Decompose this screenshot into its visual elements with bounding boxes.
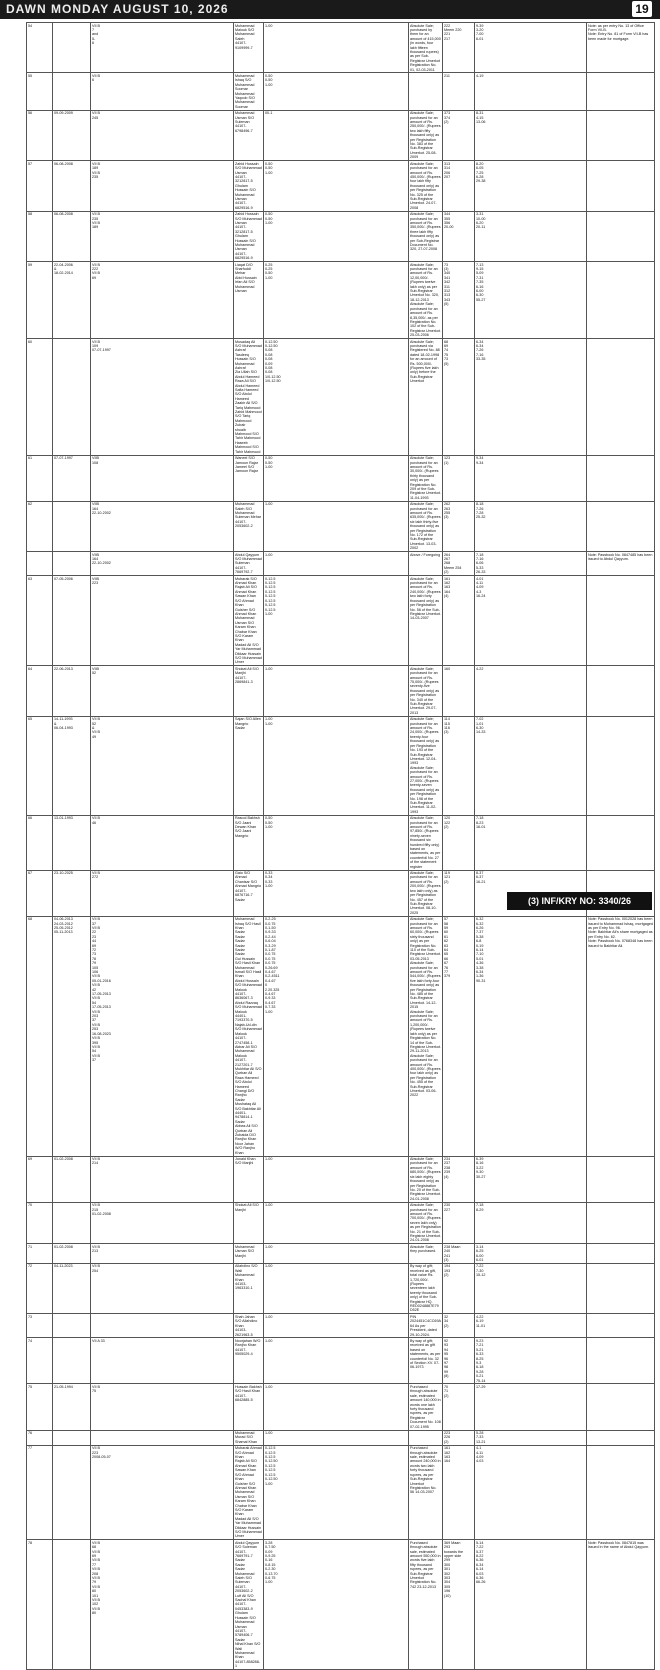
survey-numbers-cell: 313 314 206 207 — [443, 161, 475, 211]
table-row — [27, 1540, 655, 1670]
remarks-cell — [587, 1156, 655, 1202]
remarks-cell — [587, 161, 655, 211]
entry-number-cell: 55 — [27, 73, 53, 110]
land-record-notice — [26, 22, 654, 1669]
area-values-cell: 4-19 — [475, 73, 587, 110]
transfer-details-cell: Absolute Sale; purchased for an amount of Rs. 75,000/- (Rupees seventy-five thousand only) as per Registration No. 340 of the Sub-Registrar Umerkot. 29-07-2013 — [409, 666, 443, 716]
transfer-details-cell: By way of gift; received as gift, total value Rs. 1,720,000/- (Rupees seventeen lakh twenty thousand only) of the Sub-Registrar HQ. RED0248887E79D52E — [409, 1263, 443, 1313]
transfer-details-cell: Absolute Sale; purchased for an amount of Rs. 240,000/- (Rupees two lakh forty thousand only) as per Registration No. 56 of the Sub-Registrar Umerkot. 14-03-2007 — [409, 576, 443, 666]
transfer-details-cell: Absolute Sale; purchased for an amount of Rs. 450,000/- (Rupees four lakh fifty thousand only) as per Registration No. 325 of the Sub-Registrar Umerkot. 24-07-2008 — [410, 161, 441, 210]
entry-number-cell: 54 — [27, 23, 53, 73]
owner-names-cell: Zahid Hussain S/O Muhammad Usman 44107-3212817-5 Ghulam Hussain S/O Muhammad Usman 44107-6829516-9 — [235, 161, 262, 210]
table-body — [27, 23, 655, 1670]
entry-number-cell — [27, 552, 53, 576]
owner-names-cell: Abdul Qayyum S/O Suleman 44107-7669791-7 Sadar Sadar Sadar Muhammad Saleh S/O Suleman 44107-2053602-2 Lutf Ali S/O Sachal Khan 44107-0453383-9 Ghulam Hussain S/O Muhammad Usman 44107-5789406-7 Sadar Nihal Khan S/O Wali Muhammad Khan 44107-858288-1 — [234, 1540, 264, 1670]
share-value-cell: 1-00 — [264, 666, 409, 716]
entry-date-cell — [53, 1445, 91, 1540]
entry-date-cell — [53, 1540, 91, 1670]
area-values-cell: 17-29 — [475, 1384, 587, 1430]
entry-date-cell: 09-09-2009 — [53, 110, 91, 160]
area-values-cell: 9-23 7-21 5-21 6-33 8-25 9-3 6-18 9-28 0-21 75-14 — [475, 1338, 587, 1384]
khewat-number-cell — [91, 1430, 234, 1445]
entry-date-cell — [53, 1338, 91, 1384]
survey-numbers-cell: 262 263 255 (3) — [443, 501, 475, 551]
reference-number: (3) INF/KRY NO: 3340/26 — [507, 892, 652, 910]
survey-numbers-cell: 238 Maan 240 241 (3) — [443, 1244, 475, 1264]
share-value-cell: 0-50 0-50 1-00 — [264, 455, 409, 501]
entry-date-cell: 06-08-2008 — [53, 211, 91, 261]
entry-date-cell: 07-05-2006 — [53, 576, 91, 666]
khewat-number-cell: VII A 33 — [91, 1338, 234, 1384]
entry-number-cell: 75 — [27, 1384, 53, 1430]
owner-names-cell: Muhammad Murad S/O Shamal Khan — [234, 1430, 264, 1445]
remarks-cell — [587, 501, 655, 551]
owner-names-cell: Muhammad Malook S/O Muhammad Saleh 44107-9109999-7 — [234, 23, 264, 73]
entry-date-cell: 01-02-2008 — [53, 1156, 91, 1202]
khewat-number-cell: VIIB 164 22-10-2002 — [91, 552, 234, 576]
khewat-number-cell: VII B 75 — [91, 1384, 234, 1430]
remarks-cell: Note: Passbook No. 0847815 was issued in the name of Abdul Qayyum. — [587, 1540, 655, 1670]
entry-date-cell: 21-05-1994 — [53, 1384, 91, 1430]
table-row — [27, 1156, 655, 1202]
table-row — [27, 1244, 655, 1264]
area-values-cell: 7-13 9-15 5-09 7-31 7-35 6-16 6-00 6-30 55-27 — [475, 262, 587, 339]
share-value-cell: 1-00 — [264, 1430, 409, 1445]
khewat-number-cell: VII B 189 VII B 235 — [91, 161, 234, 211]
page-number: 19 — [632, 1, 652, 17]
area-values-cell: 8-37 6-37 16-21 — [475, 870, 587, 916]
entry-date-cell — [53, 501, 91, 551]
transfer-details-cell: Absolute Sale; purchased for an amount of Rs. 30,000/- (Rupees thirty thousand only) as per Registration No. 209 of the Sub-Registrar Umerkot. 11-04-1993 — [410, 456, 441, 500]
table-row — [27, 666, 655, 716]
entry-number-cell: 64 — [27, 666, 53, 716]
table-row — [27, 211, 655, 261]
transfer-details-cell: Absolute Sale; purchased for an amount of Rs. 350,000/- (Rupees three lakh fifty thousand only) as per Sub-Registrar Document No. 320, 27-07-2008 — [409, 211, 443, 261]
area-values-cell: 7-18 8-29 — [475, 1202, 587, 1244]
remarks-cell — [587, 455, 655, 501]
area-values-cell: 4-01 4-11 4-09 4-3 16-24 — [475, 576, 587, 666]
transfer-details-cell — [409, 1430, 443, 1445]
survey-numbers-cell: 120 122 (2) — [443, 815, 475, 870]
entry-number-cell: 78 — [27, 1540, 53, 1670]
entry-number-cell: 72 — [27, 1263, 53, 1313]
transfer-details-cell: Absolute Sale; purchased for an amount of Rs. 250,000/- (Rupees two lakh fifty thousand only) as per Registration No. 383 of the Sub-Registrar Umerkot. 25-08-2009 — [410, 111, 441, 160]
share-value-cell: 1-00 — [264, 1202, 409, 1244]
remarks-cell — [587, 1314, 655, 1338]
entry-date-cell: 23-10-2025 — [53, 870, 91, 916]
owner-names-cell: Muhammad Ishaq S/O Hasil Khan Sadar Sadar Sadar Sadar Sadar Sadar Gul Hussain S/O Hasil Khan Muhammad Ismail S/O Hasil Khan Abdul Hussain S/O Muhammad Malook 44107-8636067-3 Abdul Razzaq S/O Muhammad Malook 44401-7193370-5 Najab-Ud-din S/O Muhammad Malook 44107-2747458-1 Akbar Ali S/O Muhammad Malook 44107-2127201-7 Mukhtiar Ali S/O Qurban Ali Raza Hameed S/O Abdul Hameed Changi D/O Ranjho Sadar Mushataq Ali S/O Bakhtiar Ali 44401-9478814-1 Sadar Abbas Ali S/O Qurban Ali Zubaida D/O Ranjho Khan Noor Jahan W/O Ranjho Khan — [235, 917, 262, 1155]
entry-number-cell: 66 — [27, 815, 53, 870]
entry-number-cell: 74 — [27, 1338, 53, 1384]
share-value-cell: 1-00 — [264, 1263, 409, 1313]
remarks-cell — [587, 1430, 655, 1445]
share-value-cell: 0-12.5 0-12.5 0-12.5 0-12.50 0-12.5 0-12.5 0-12.5 0-12.50 1-00 — [264, 1445, 409, 1540]
survey-numbers-cell: 119 121 (2) — [443, 870, 475, 916]
owner-names-cell: Noorjahan W/O Ranjho Khan 44107-9505029-4 — [234, 1338, 264, 1384]
transfer-details-cell: PIN 2024451C4CC69A64 As per President, dated 29-10-2024. — [410, 1314, 441, 1337]
share-value-cell: 1-00 1-00 — [264, 716, 409, 815]
table-row — [27, 916, 655, 1156]
entry-date-cell — [53, 1314, 91, 1338]
area-values-cell: 6-32 6-32 6-26 7-37 5-38 6-8 0-19 6-14 7-10 5-01 4-36 3-38 6-34 1-36 90-31 — [475, 916, 587, 1156]
remarks-cell — [587, 262, 655, 339]
khewat-number-cell: VII B 37 VII B 22 23 44 69 72 73 78 79 105 106 VII B 05-01-2016 VII B 42 17-05-2013 VII B 54 17-05-2013 VII B 203 37 VII B 253 16-08-2023 VII B 395 VII B 54 VII B 37 — [91, 916, 234, 1156]
area-values-cell: 7-18 8-23 16-01 — [475, 815, 587, 870]
survey-numbers-cell: 57 58 59 60 61 62 63 64 65 66 67 76 77 379 — [443, 916, 475, 1156]
remarks-cell — [587, 110, 655, 160]
owner-names-cell: Mubarak Ahmad S/O Ahmad Khan Rajab Ali S/O Ahmad Khan Sawan Khan S/O Ahmad Khan Gulsher S/O Ahmad Khan Muhammad Usman S/O Karam Khan Chabar Khan S/O Karam Khan Madad Ali S/O Yar Muhammad Dildaar Hussain S/O Muhammad Umer — [235, 1446, 262, 1539]
table-row — [27, 110, 655, 160]
entry-number-cell: 65 — [27, 716, 53, 815]
share-value-cell: 1-00 — [264, 501, 409, 551]
khewat-number-cell: VIIB 108 — [91, 455, 234, 501]
khewat-number-cell: VII B 272 — [91, 870, 234, 916]
survey-numbers-cell: 369 Maan 293 towards the upper side 299 300 301 302 303 304 305 196 (10) — [443, 1540, 475, 1670]
share-value-cell: 0-50 0-50 1-00 — [264, 211, 409, 261]
transfer-details-cell: Absolute Sale; purchased for an amount of Rs. 635,000/- (Rupees six lakh thirty-five thousand only) as per Registration No. 172 of the Sub-Registrar Umerkot. 13-03-2002 — [410, 502, 441, 551]
share-value-cell: 3-28 0-7.50 0-09 0-9.25 0-16 0-8.15 0-2.30 0-13.70 0-6.75 1-00 — [264, 1540, 409, 1670]
table-row — [27, 1314, 655, 1338]
table-row — [27, 262, 655, 339]
khewat-number-cell: VII B 68 VII B 69 VII B 77 VII B 208 VII B 79 VII B 80 101 VII B 102 VII B 80 — [91, 1540, 234, 1670]
entry-number-cell: 60 — [27, 339, 53, 456]
owner-names-cell: Zahid Hussain S/O Muhammad Usman 44107-3212817-5 Ghulam Hussain S/O Muhammad Usman 44107-6829516-9 — [235, 212, 262, 261]
remarks-cell — [587, 1263, 655, 1313]
table-row — [27, 455, 655, 501]
transfer-details-cell: Purchased through absolute sale, estimated amount 550,000 in words five lakh fifty thousand rupees, as per Sub-Registrar Umerkot Registration No. 742 23-12-2013 — [409, 1540, 443, 1670]
table-row — [27, 552, 655, 576]
survey-numbers-cell: 223 226 (2) — [443, 1430, 475, 1445]
remarks-cell — [587, 1244, 655, 1264]
owner-names-cell: Hussain Bakhsh S/O Hasil Khan 44107-6842885-5 — [234, 1384, 264, 1430]
table-row — [27, 1384, 655, 1430]
transfer-details-cell: Absolute Sale; purchased via Registered No. 88 dated 18-02-1998 for an amount of Rs. 500,000/- (Rupees five lakh only) before the Sub-Registrar Umerkot — [409, 339, 443, 456]
khewat-number-cell: VII B 222 VII B 69 — [91, 262, 234, 339]
entry-date-cell: 13-01-1993 — [53, 815, 91, 870]
area-values-cell: 4-22 6-19 11-01 — [475, 1314, 587, 1338]
remarks-cell: Note: Passbook No. 0012028 has been issued to Muhammad Ishaq, mortgaged as per Entry No. 96. Note: Bakhtiar Ali's share mortgaged as per Entry No. 62. Note: Passbook No. 0768348 has been issued to Bakhtiar Ali. — [587, 916, 655, 1156]
remarks-cell — [587, 716, 655, 815]
table-row — [27, 339, 655, 456]
share-value-cell: 1-00 — [264, 1156, 409, 1202]
khewat-number-cell: VII B 254 — [91, 1263, 234, 1313]
area-values-cell: 6-39 8-16 3-22 9-30 30-27 — [475, 1156, 587, 1202]
table-row — [27, 815, 655, 870]
owner-names-cell: Allahdino S/O Wali Muhammad Khan 44103-1963310-1 — [234, 1263, 264, 1313]
khewat-number-cell: VII B 215 01-02-2008 — [91, 1202, 234, 1244]
owner-names-cell: Musadaq Ali S/O Muhammad Ashraf Tasdeeq Hussain S/O Muhammad Ashraf Zia Ullah S/O Abdul Hameed Raza Ali S/O Abdul Hameed Safia Hameed S/O Abdul Hameed Zaakir Ali S/O Tariq Mahmood Zahid Mahmood S/O Tariq Mahmood Zubair shoaib Mahmood S/O Tahir Mahmood Haseeb Mahmood S/O Tahir Mahmood — [235, 339, 262, 454]
table-row — [27, 1445, 655, 1540]
transfer-details-cell: Absolute Sale; purchased for an amount of Rs. 200,000/- (Rupees two lakh only) as per Registration No. 457 of the Sub-Registrar Umerkot. 08-10-2025 — [410, 871, 441, 915]
share-value-cell: 00-1 — [264, 110, 409, 160]
survey-numbers-cell: 161 162 163 164 (4) — [443, 576, 475, 666]
khewat-number-cell: VII B 245 — [91, 110, 234, 160]
entry-date-cell — [53, 1430, 91, 1445]
area-values-cell: 4-22 — [475, 666, 587, 716]
khewat-number-cell — [91, 1314, 234, 1338]
owner-names-cell: Rasool Bakhsh S/O Jaani Dewan Khan S/O Jaani Mangrio — [234, 815, 264, 870]
survey-numbers-cell: 123 (1) — [443, 455, 475, 501]
survey-numbers-cell: 344 355 356 20-00 — [443, 211, 475, 261]
survey-numbers-cell: 222 Meem 220 221 217 — [443, 23, 475, 73]
entry-number-cell: 62 — [27, 501, 53, 551]
entry-date-cell — [53, 1202, 91, 1244]
owner-names-cell: Muhammad Usman S/O Suleman 44107-6798496-7 — [234, 110, 264, 160]
share-value-cell: 0-33 0-34 0-33 1-00 — [264, 870, 409, 916]
share-value-cell: 1-00 — [264, 1384, 409, 1430]
entry-number-cell: 67 — [27, 870, 53, 916]
survey-numbers-cell: 32 34 (2) — [443, 1314, 475, 1338]
survey-numbers-cell: 73 (3) 340 341 342 311 312 313 343 (5) — [443, 262, 475, 339]
table-row — [27, 716, 655, 815]
owner-names-cell: Mubarak S/O Ahmad Khan Rajab Ali S/O Ahmad Khan Sawan Khan S/O Ahmad Khan Gulsher S/O Ahmad Khan Muhammad Usman S/O Karam Khan Chabar Khan S/O Karam Khan Madad Ali S/O Yar Muhammad Dildaar Hussain S/O Muhammad Umer — [235, 576, 262, 665]
entry-number-cell: 77 — [27, 1445, 53, 1540]
survey-numbers-cell: 230 227 — [443, 1202, 475, 1244]
share-value-cell: 0-50 0-50 1-00 — [264, 161, 409, 211]
transfer-details-cell: Absolute Sale; purchased for an amount of Rs. 12,00,000/- (Rupees twelve lakh only) as per Sub-Registrar Umerkot No. 320, 18-12-2013 Absolute Sale; purchased for an amount of Rs. 8,35,000/- as per Registration No. 102 of the Sub-Registrar Umerkot. 25-03-2006 — [410, 262, 441, 338]
transfer-details-cell: Absolute Sale; purchased for an amount of Rs. 680,000/- (Rupees six lakh eighty thousand only) as per Registration No. 20 of the Sub-Registrar Umerkot. 24-01-2008 — [410, 1157, 441, 1201]
khewat-number-cell: VIIB 223 — [91, 576, 234, 666]
remarks-cell — [587, 73, 655, 110]
entry-number-cell: 71 — [27, 1244, 53, 1264]
survey-numbers-cell: 264 267 268 Meem 254 (2) — [443, 552, 475, 576]
area-values-cell: 7-02 1-01 6-30 14-33 — [475, 716, 587, 815]
transfer-details-cell: Absolute Sale; purchased by them for an amount of 415,000 (in words, four lakh fifteen thousand rupees) as per Sub-Registrar Umerkot Registration No. 01, 02-03-2011 — [410, 23, 441, 72]
entry-date-cell: 06-08-2008 — [53, 161, 91, 211]
survey-numbers-cell: 114 115 116 (3) — [443, 716, 475, 815]
area-values-cell: 4-1 4-11 4-09 4-03 — [475, 1445, 587, 1540]
area-values-cell: 8-18 7-26 7-28 25-32 — [475, 501, 587, 551]
transfer-details-cell: Absolute Sale; purchased for an amount of Rs. 700,000/- (Rupees seven lakh only) as per Registration No. 21 of the Sub-Registrar Umerkot. 24-01-2008 — [410, 1203, 441, 1243]
khewat-number-cell: VII B 235 VII B 189 — [91, 211, 234, 261]
area-values-cell: 7-22 7-30 15-12 — [475, 1263, 587, 1313]
survey-numbers-cell: 194 193 (2) — [443, 1263, 475, 1313]
area-values-cell: 6-34 6-34 7-26 7-16 33-35 — [475, 339, 587, 456]
area-values-cell: 8-31 4-15 13-06 — [475, 110, 587, 160]
transfer-details-cell: Absolute Sale; they purchased. — [409, 1244, 443, 1264]
entry-number-cell: 61 — [27, 455, 53, 501]
transfer-details-cell: Above / Foregoing — [409, 552, 443, 576]
khewat-number-cell: VII B 7 and 5- 6 — [91, 23, 234, 73]
remarks-cell — [587, 339, 655, 456]
share-value-cell: 0-25 0-25 0-50 1-00 — [264, 262, 409, 339]
share-value-cell: 1-00 — [264, 1338, 409, 1384]
khewat-number-cell: VII B 52 & VII B 49 — [91, 716, 234, 815]
khewat-number-cell: VII B 109 07-07-1997 — [91, 339, 234, 456]
entry-date-cell: 07-07-1997 — [53, 455, 91, 501]
table-row — [27, 1202, 655, 1244]
share-value-cell: 0-12.50 0-12.50 0-08 0-08 0-08 0-09 0-08 0-08 1/0-12.50 1/0-12.50 — [264, 339, 409, 456]
owner-names-cell: Sajan S/O Allen Mangrio Sadar — [234, 716, 264, 815]
entry-number-cell: 59 — [27, 262, 53, 339]
entry-number-cell: 63 — [27, 576, 53, 666]
entry-number-cell: 76 — [27, 1430, 53, 1445]
entry-number-cell: 57 — [27, 161, 53, 211]
transfer-details-cell: Absolute Sale; purchased for an amount of Rs. 24,000/- (Rupees twenty-four thousand only) as per Registration No. 193 of the Sub-Registrar Umerkot. 12-04-1993 Absolute Sale; purchased for an amount of Rs. 27,000/- (Rupees twenty-seven thousand only) as per Registration No. 198 of the Sub-Registrar Umerkot. 11-02-1993 — [409, 716, 443, 815]
owner-names-cell: Shah Jahan S/O Allahdino Khan 44103-2621963-5 — [234, 1314, 264, 1338]
transfer-details-cell: Purchased through absolute sale, estimated amount 140,000 in words one lakh forty thousand rupees, as per Registrar Document No. 108 07-02-1995 — [410, 1384, 441, 1429]
survey-numbers-cell: 161 162 163 164 — [443, 1445, 475, 1540]
khewat-number-cell: VII B 213 — [91, 1244, 234, 1264]
table-row — [27, 73, 655, 110]
area-values-cell: 7-18 7-16 6-06 5-33 26-33 — [475, 552, 587, 576]
remarks-cell — [587, 211, 655, 261]
entry-number-cell: 69 — [27, 1156, 53, 1202]
transfer-details-cell — [409, 73, 443, 110]
entry-number-cell: 73 — [27, 1314, 53, 1338]
entry-number-cell: 68 — [27, 916, 53, 1156]
transfer-details-cell: By way of gift; received as gift based on statements, as per counterfoil No. 32 of Section XV. 07-06-1973 — [409, 1338, 443, 1384]
survey-numbers-cell: 373 374 (2) — [443, 110, 475, 160]
transfer-details-cell: Absolute Sale; purchased for an amount of Rs. 60,000/- (Rupees sixty thousand only) as per Registration No. 110 of the Sub-Registrar Umerkot. 03-05-2013 Absolute Sale; purchased for an amount of Rs. 544,000/- (Rupees five lakh forty-four thousand only) as per Registration No. 485 of the Sub-Registrar Umerkot. 14-12-2015 Absolute Sale; purchased for an amount of Rs. 1,200,000/- (Rupees twelve lakh only) as per Registration No. 14 of the Sub-Registrar Umerkot. 29-11-2013 Absolute Sale; purchased for an amount of Rs. 400,000/- (Rupees four lakh only) as per Registration No. 455 of the Sub-Registrar Umerkot. 03-06-2022 — [409, 916, 443, 1156]
survey-numbers-cell: 68 69 74 75 73 (5) — [443, 339, 475, 456]
owner-names-cell: Gaio S/O Ahmad Chanisar S/O Ahmad Mangrio 44107-6876716-7 Sadar — [234, 870, 264, 916]
khewat-number-cell: VIIB 52 — [91, 666, 234, 716]
area-values-cell: 8-20 6-05 7-25 6-28 29-38 — [475, 161, 587, 211]
khewat-number-cell: VII B 214 — [91, 1156, 234, 1202]
area-values-cell: 5-14 7-22 5-37 8-22 6-36 6-34 6-14 6-03 6-36 66-26 — [475, 1540, 587, 1670]
table-row — [27, 23, 655, 73]
area-values-cell: 3-31 10-00 6-20 20-11 — [475, 211, 587, 261]
entry-date-cell — [53, 552, 91, 576]
owner-names-cell: Waneel S/O Jamoon Rajar Jameel S/O Jamoon Rajar — [234, 455, 264, 501]
table-row — [27, 1338, 655, 1384]
remarks-cell — [587, 815, 655, 870]
entry-number-cell: 70 — [27, 1202, 53, 1244]
remarks-cell — [587, 1384, 655, 1430]
area-values-cell: 9-39 3-20 7-00 6-01 — [475, 23, 587, 73]
owner-names-cell: Liaqat D/O Sharfuddi Mehar Abid Hussain Irfan Ali S/O Muhammad Usman — [234, 262, 264, 339]
remarks-cell: Note: Passbook No. 0847485 has been issued to Abdul Qayyum. — [587, 552, 655, 576]
table-row — [27, 161, 655, 211]
survey-numbers-cell: 92 93 94 95 96 97 98 99 (8) — [443, 1338, 475, 1384]
survey-numbers-cell: 70 71 (2) — [443, 1384, 475, 1430]
table-row — [27, 501, 655, 551]
entry-number-cell: 56 — [27, 110, 53, 160]
khewat-number-cell: VIIB 164 22-10-2002 — [91, 501, 234, 551]
entry-number-cell: 58 — [27, 211, 53, 261]
share-value-cell: 1-00 — [264, 1244, 409, 1264]
table-row — [27, 1263, 655, 1313]
owner-names-cell: Muhammad Usman S/O Manjhi — [234, 1244, 264, 1264]
entry-date-cell — [53, 339, 91, 456]
transfer-details-cell: Purchased through absolute sale, estimated amount 240,000 in words two lakh forty thousand rupees, as per Sub-Registrar Umerkot Registration No. 56 14-03-2007 — [409, 1445, 443, 1540]
remarks-cell — [587, 1445, 655, 1540]
owner-names-cell: Muhammad Saleh S/O Muhammad Suleman Mehar 44107-2053602-2 — [234, 501, 264, 551]
land-record-table — [26, 22, 655, 1670]
survey-numbers-cell: 211 — [443, 73, 475, 110]
owner-names-cell: Junaid Khan S/O Manjhi — [234, 1156, 264, 1202]
entry-date-cell: 14-11-1993 & 06-04-1993 — [53, 716, 91, 815]
area-values-cell: 5-28 7-33 13-21 — [475, 1430, 587, 1445]
entry-date-cell: 01-02-2008 — [53, 1244, 91, 1264]
remarks-cell: Note: as per entry No. 13 of Office Form VII-B. Note: Entry No. 81 of Form VII-B has been made for mortgage. — [587, 23, 655, 73]
table-row — [27, 576, 655, 666]
owner-names-cell: Shokat Ali S/O Manjhi — [234, 1202, 264, 1244]
entry-date-cell — [53, 23, 91, 73]
transfer-details-cell: Absolute Sale; purchased for an amount of Rs. 97,850/- (Rupees ninety-seven thousand six hundred fifty only) based on statements, as per counterfoil No. 27 of the statement register — [409, 815, 443, 870]
share-value-cell: 0-2-25 0-0.75 0-1-50 0-9-33 0-2-44 0-6-04 0-3-29 0-1-87 0-0.75 0-0.75 0-0.75 0-26.69 0-4-67 0-2-4511 0-4-67 0 2.20.325 0-4.67 0-9.33 0-4.67 0-7.33 1-00 — [264, 916, 409, 1156]
survey-numbers-cell: 234 237 238 239 (4) — [443, 1156, 475, 1202]
share-value-cell: 0-12.5 0-12.5 0-12.5 0-12.5 0-12.5 0-12.5 0-12.5 0-12.5 1-00 — [264, 576, 409, 666]
owner-names-cell: Muhammad Ishaq S/O Muhammad Soomar Muhammad Yaqoob S/O Muhammad Soomar — [234, 73, 264, 110]
newspaper-masthead: DAWN MONDAY AUGUST 10, 2026 — [6, 2, 229, 16]
remarks-cell — [587, 576, 655, 666]
area-values-cell: 9-34 9-34 — [475, 455, 587, 501]
entry-date-cell: 22-06-2013 — [53, 666, 91, 716]
remarks-cell — [587, 666, 655, 716]
entry-date-cell: 04-06-2013 24-03-2012 25-05-2012 05-11-2013 — [53, 916, 91, 1156]
khewat-number-cell: VII B 223 2008-05-07 — [91, 1445, 234, 1540]
khewat-number-cell: VII B 46 — [91, 815, 234, 870]
share-value-cell: 0-50 0-50 1-00 — [264, 815, 409, 870]
owner-names-cell: Abdul Qayyum S/O Muhammad Suleman 44107-7669792-7 — [235, 552, 262, 575]
share-value-cell: 1-00 — [264, 23, 409, 73]
survey-numbers-cell: 160 — [443, 666, 475, 716]
remarks-cell — [587, 1338, 655, 1384]
khewat-number-cell: VII B 6 — [91, 73, 234, 110]
entry-date-cell: 04-11-2023 — [53, 1263, 91, 1313]
owner-names-cell: Shokat Ali S/O Manjhi 44107-2869841-3 — [234, 666, 264, 716]
share-value-cell: 1-00 — [264, 552, 409, 576]
table-row — [27, 1430, 655, 1445]
page-header — [0, 0, 660, 19]
share-value-cell: 0-50 0-50 1-00 — [264, 73, 409, 110]
remarks-cell — [587, 1202, 655, 1244]
entry-date-cell: 22-04-2006 & 18-02-2014 — [53, 262, 91, 339]
share-value-cell: 1-00 — [264, 1314, 409, 1338]
entry-date-cell — [53, 73, 91, 110]
area-values-cell: 3-14 6-25 6-00 6-01 — [475, 1244, 587, 1264]
